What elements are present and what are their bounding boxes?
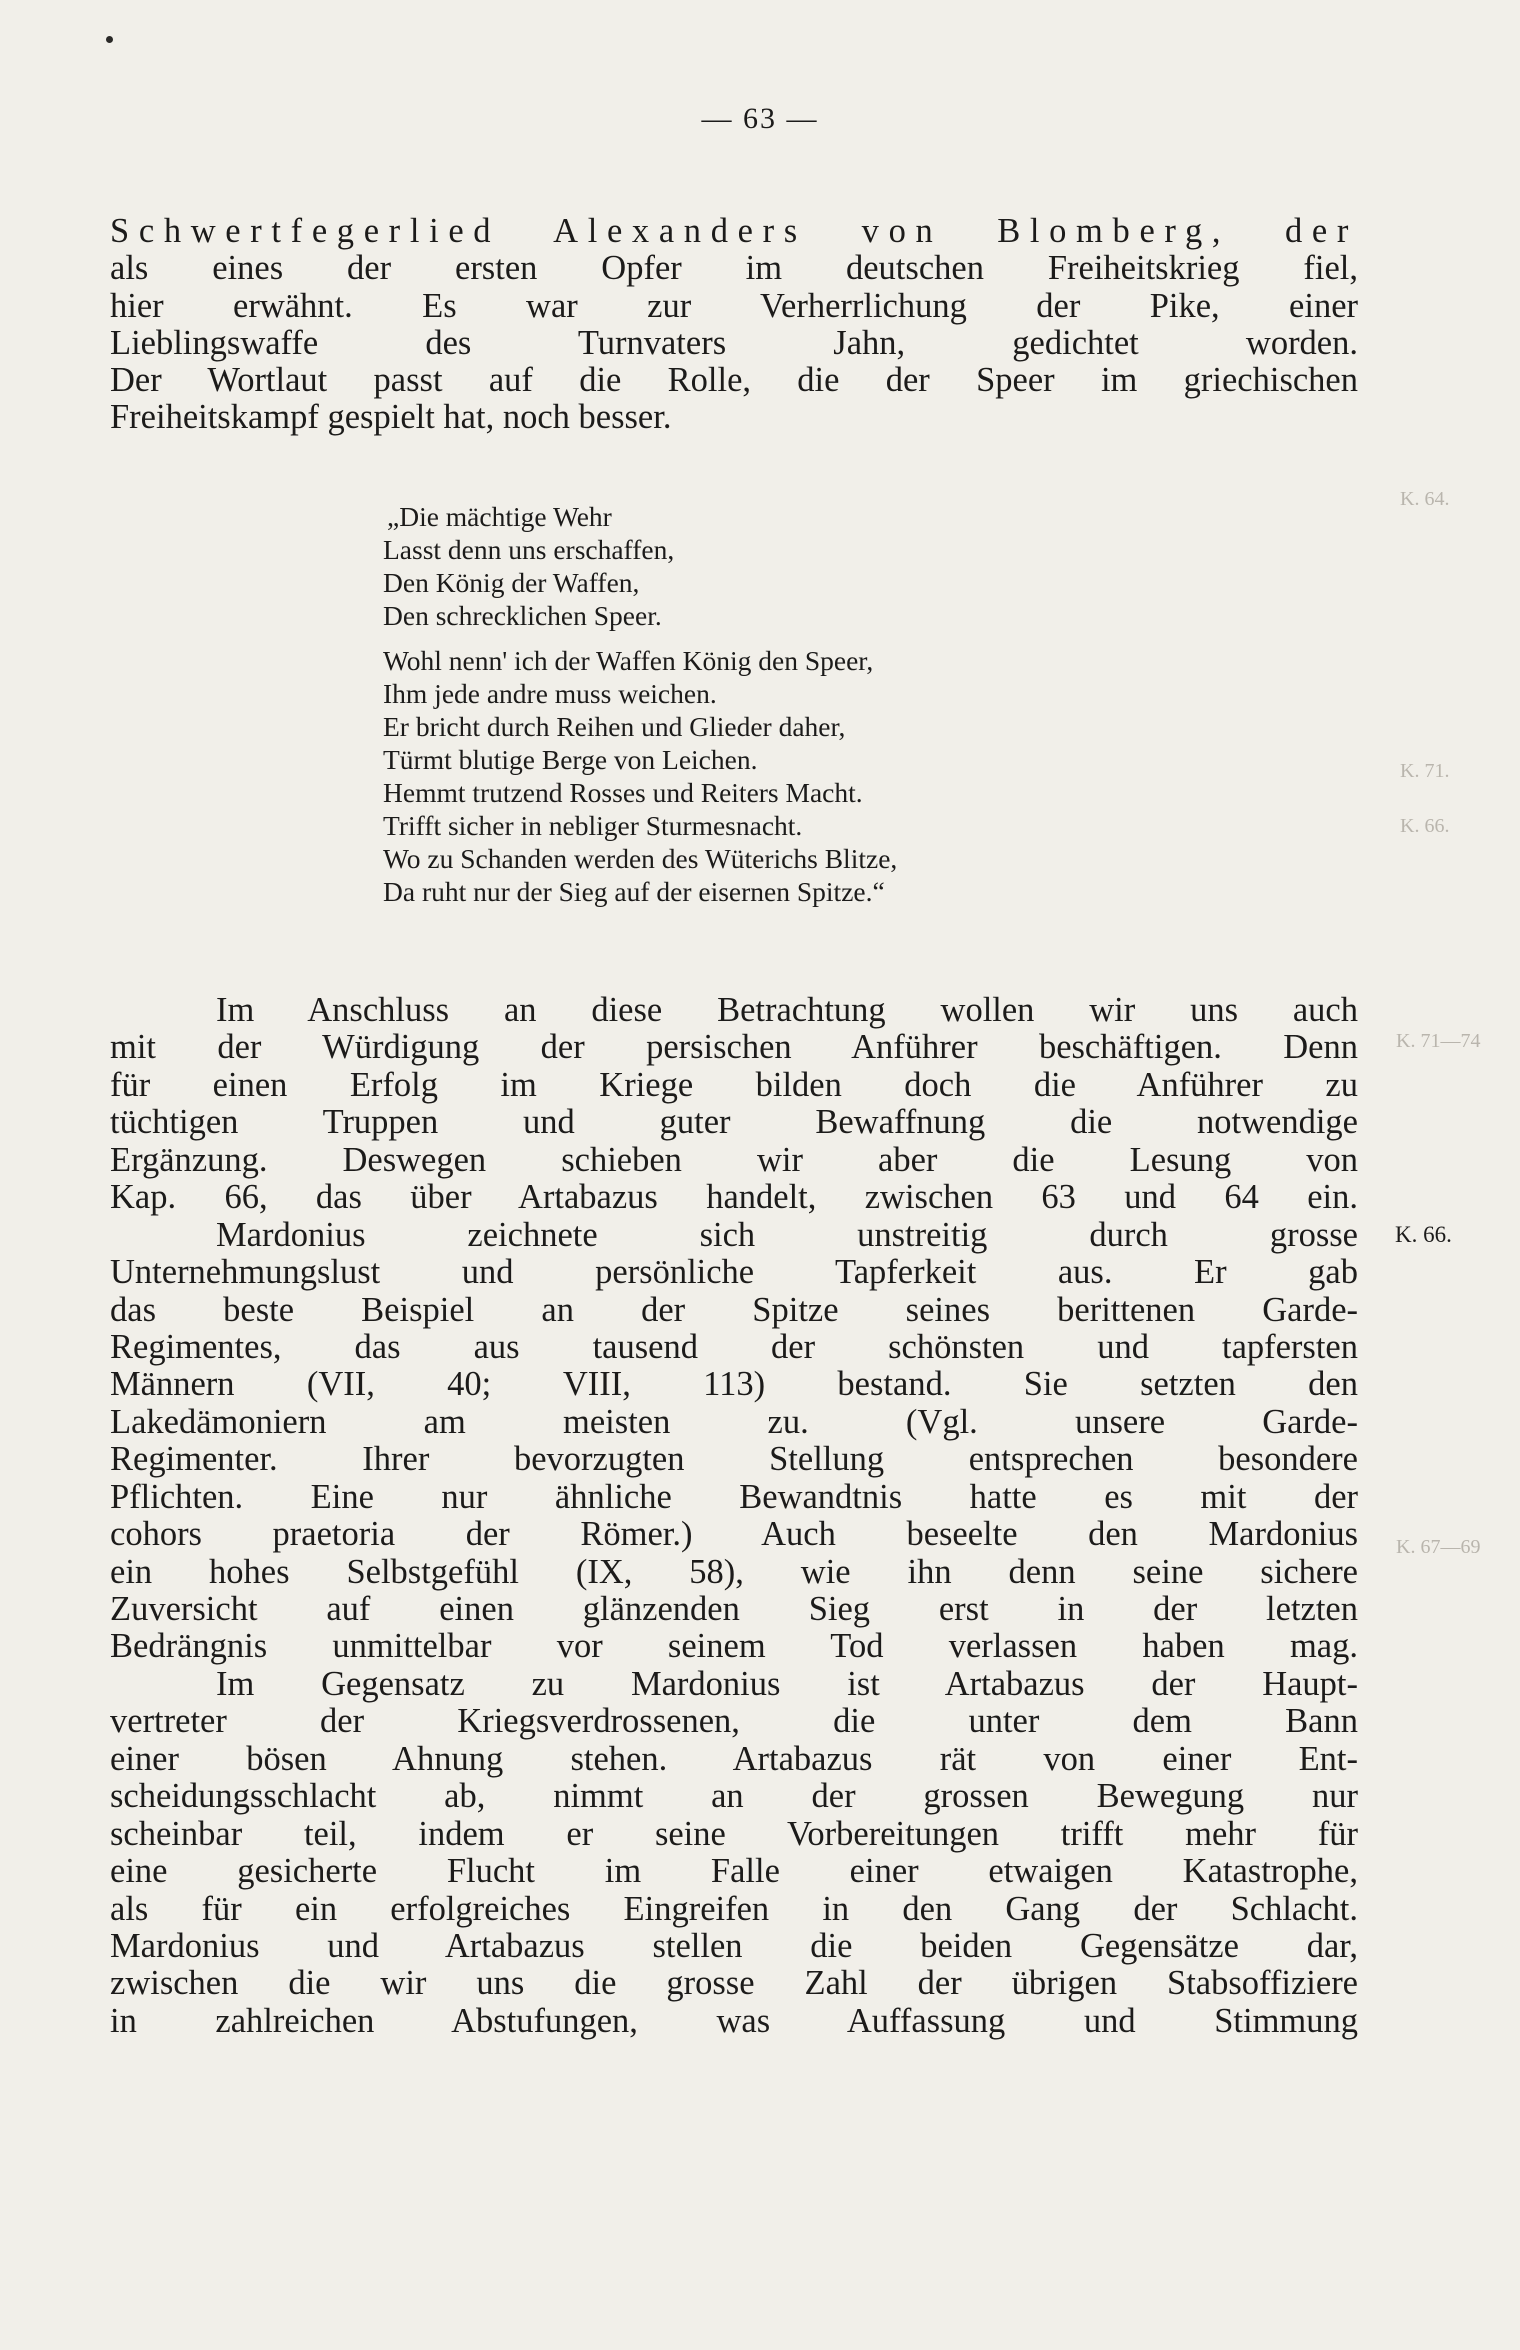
stanza-gap xyxy=(383,632,1283,644)
text-line: Lakedämoniern am meisten zu. (Vgl. unsere Garde- xyxy=(110,1402,1358,1441)
text-line: das beste Beispiel an der Spitze seines berittenen Garde- xyxy=(110,1290,1358,1329)
text-line: scheidungsschlacht ab, nimmt an der grossen Bewegung nur xyxy=(110,1777,1358,1816)
text-line: Mardonius und Artabazus stellen die beiden Gegensätze dar, xyxy=(110,1926,1358,1965)
text-line: Der Wortlaut passt auf die Rolle, die der Speer im griechischen xyxy=(110,361,1358,400)
margin-note: K. 66. xyxy=(1395,1222,1452,1247)
text-line: als eines der ersten Opfer im deutschen Freiheitskrieg fiel, xyxy=(110,249,1358,288)
poem-line: Hemmt trutzend Rosses und Reiters Macht. xyxy=(383,777,863,808)
text-line: Lieblingswaffe des Turnvaters Jahn, gedichtet worden. xyxy=(110,323,1358,362)
poem xyxy=(383,500,1283,908)
poem-line: Türmt blutige Berge von Leichen. xyxy=(383,744,758,775)
text-line: Männern (VII, 40; VIII, 113) bestand. Sie setzten den xyxy=(110,1365,1358,1404)
text-line: Mardonius zeichnete sich unstreitig durch grosse xyxy=(216,1215,1358,1254)
text-line: Unternehmungslust und persönliche Tapferkeit aus. Er gab xyxy=(110,1253,1358,1292)
text-line: ein hohes Selbstgefühl (IX, 58), wie ihn denn seine sichere xyxy=(110,1552,1358,1591)
text-line: Im Gegensatz zu Mardonius ist Artabazus der Haupt- xyxy=(216,1664,1358,1703)
page-number: — 63 — xyxy=(701,102,819,135)
bleed-through-note: K. 64. xyxy=(1400,488,1450,510)
text-line: einer bösen Ahnung stehen. Artabazus rät von einer Ent- xyxy=(110,1739,1358,1778)
text-line: Schwertfegerlied Alexanders von Blomberg, der xyxy=(110,212,1358,250)
poem-line: Den König der Waffen, xyxy=(383,567,640,598)
poem-line: Da ruht nur der Sieg auf der eisernen Spitze.“ xyxy=(383,876,885,907)
text-line: vertreter der Kriegsverdrossenen, die unter dem Bann xyxy=(110,1702,1358,1741)
text-line: Zuversicht auf einen glänzenden Sieg erst in der letzten xyxy=(110,1590,1358,1628)
bleed-through-note: K. 71. xyxy=(1400,760,1450,782)
text-line: Freiheitskampf gespielt hat, noch besser. xyxy=(110,398,672,437)
text-line: Ergänzung. Deswegen schieben wir aber die Lesung von xyxy=(110,1140,1358,1179)
text-line: mit der Würdigung der persischen Anführer beschäftigen. Denn xyxy=(110,1028,1358,1067)
text-line: hier erwähnt. Es war zur Verherrlichung der Pike, einer xyxy=(110,286,1358,325)
poem-line: Er bricht durch Reihen und Glieder daher, xyxy=(383,711,846,742)
text-line: Kap. 66, das über Artabazus handelt, zwischen 63 und 64 ein. xyxy=(110,1178,1358,1217)
text-line: als für ein erfolgreiches Eingreifen in den Gang der Schlacht. xyxy=(110,1889,1358,1928)
text-line: scheinbar teil, indem er seine Vorbereitungen trifft mehr für xyxy=(110,1814,1358,1853)
poem-line: Wo zu Schanden werden des Wüterichs Blitze, xyxy=(383,843,898,874)
text-line: für einen Erfolg im Kriege bilden doch die Anführer zu xyxy=(110,1065,1358,1104)
text-line: eine gesicherte Flucht im Falle einer etwaigen Katastrophe, xyxy=(110,1852,1358,1891)
text-line: zwischen die wir uns die grosse Zahl der übrigen Stabsoffiziere xyxy=(110,1964,1358,2003)
intro-paragraph xyxy=(110,213,1358,437)
ink-dot xyxy=(106,36,113,43)
poem-line: Lasst denn uns erschaffen, xyxy=(383,534,675,565)
bleed-through-note: K. 71—74 xyxy=(1396,1030,1481,1052)
poem-line: Trifft sicher in nebliger Sturmesnacht. xyxy=(383,810,803,841)
text-line: cohors praetoria der Römer.) Auch beseelte den Mardonius xyxy=(110,1515,1358,1554)
text-line: Bedrängnis unmittelbar vor seinem Tod verlassen haben mag. xyxy=(110,1627,1358,1666)
text-line: Regimenter. Ihrer bevorzugten Stellung entsprechen besondere xyxy=(110,1440,1358,1479)
body-text xyxy=(110,992,1358,2040)
text-line: in zahlreichen Abstufungen, was Auffassung und Stimmung xyxy=(110,2001,1358,2040)
poem-line: Den schrecklichen Speer. xyxy=(383,600,662,631)
poem-line: Wohl nenn' ich der Waffen König den Speer, xyxy=(383,645,874,676)
bleed-through-note: K. 67—69 xyxy=(1396,1536,1481,1558)
poem-line: „Die mächtige Wehr xyxy=(387,501,612,532)
text-line: tüchtigen Truppen und guter Bewaffnung die notwendige xyxy=(110,1103,1358,1142)
text-line: Pflichten. Eine nur ähnliche Bewandtnis hatte es mit der xyxy=(110,1477,1358,1516)
bleed-through-note: K. 66. xyxy=(1400,815,1450,837)
poem-line: Ihm jede andre muss weichen. xyxy=(383,678,717,709)
text-line: Regimentes, das aus tausend der schönsten und tapfersten xyxy=(110,1327,1358,1366)
text-line: Im Anschluss an diese Betrachtung wollen wir uns auch xyxy=(216,991,1358,1029)
